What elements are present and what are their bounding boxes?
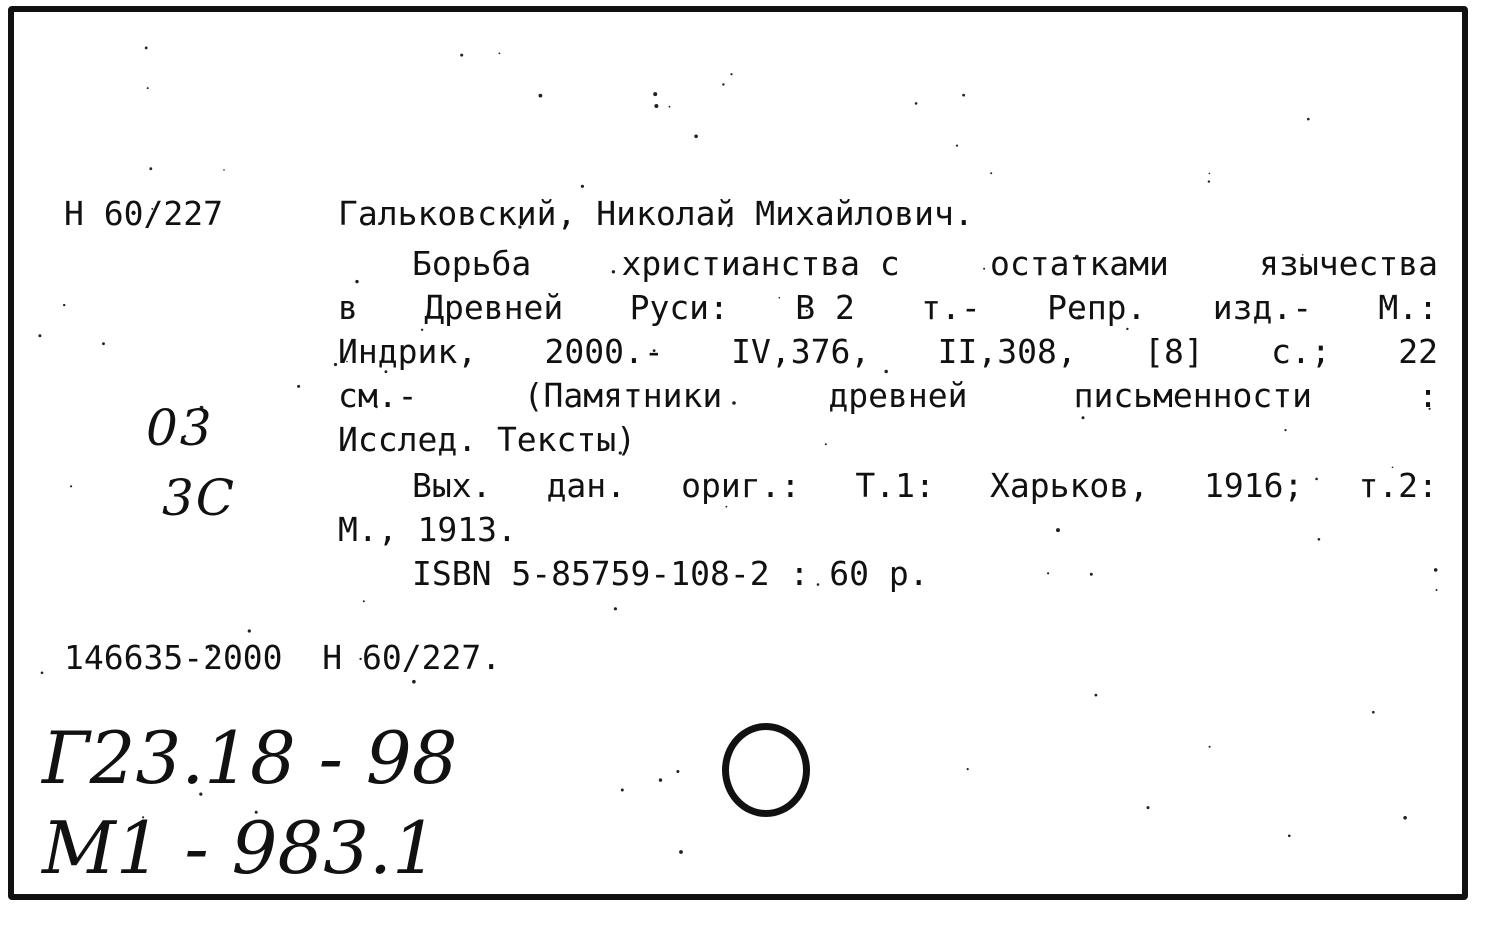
scan-speck	[147, 87, 149, 89]
scan-speck	[1288, 835, 1291, 838]
scan-speck	[694, 135, 698, 139]
scan-speck	[1047, 572, 1049, 574]
scan-speck	[145, 47, 148, 50]
scan-speck	[334, 363, 337, 366]
scan-speck	[1056, 528, 1060, 532]
scan-speck	[1209, 746, 1211, 748]
title-line-1	[412, 242, 1438, 286]
scan-speck	[1436, 589, 1438, 591]
title-line-2-word: т.-	[921, 288, 981, 327]
scan-speck	[676, 770, 679, 773]
title-line-3-word: 2000.-	[544, 332, 664, 371]
original-imprint-line-1	[412, 464, 1438, 508]
title-line-4-word: :	[1418, 376, 1438, 415]
title-line-4	[338, 374, 1438, 418]
scan-speck	[355, 280, 358, 283]
scan-speck	[363, 600, 365, 602]
title-line-3	[338, 330, 1438, 374]
scan-speck	[730, 73, 732, 75]
title-line-3-word: с.;	[1271, 332, 1331, 371]
handwritten-classification-2: М1 - 983.1	[42, 806, 438, 890]
title-line-2-word: Руси:	[629, 288, 729, 327]
scan-speck	[41, 672, 44, 675]
author-heading: Гальковский, Николай Михайлович.	[338, 194, 974, 233]
original-imprint-line-1-word: ориг.:	[681, 466, 801, 505]
scan-speck	[412, 680, 416, 684]
scan-speck	[614, 607, 617, 610]
scan-speck	[1147, 806, 1150, 809]
scan-speck	[581, 185, 584, 188]
title-line-4-word: (Памятники	[523, 376, 723, 415]
original-imprint-line-1-word: Вых.	[412, 466, 492, 505]
scan-speck	[1209, 173, 1211, 175]
scan-speck	[825, 443, 827, 445]
title-line-2-word: В 2	[795, 288, 855, 327]
title-line-3-word: II,308,	[937, 332, 1077, 371]
scan-speck	[38, 334, 41, 337]
title-line-4-word: письменности	[1073, 376, 1312, 415]
inventory-number-line: 146635-2000 Н 60/227.	[64, 638, 502, 677]
handwritten-classification-1: Г23.18 - 98	[42, 716, 458, 800]
scan-speck	[659, 778, 662, 781]
title-line-2-word: Репр.	[1047, 288, 1147, 327]
title-line-2-word: в	[338, 288, 358, 327]
scan-speck	[1318, 538, 1321, 541]
title-line-3-word: 22	[1398, 332, 1438, 371]
title-line-5: Исслед. Тексты)	[338, 420, 637, 459]
scan-speck	[1372, 711, 1375, 714]
scan-speck	[962, 94, 965, 97]
scan-speck	[297, 385, 300, 388]
scan-speck	[956, 145, 958, 147]
title-line-2	[338, 286, 1438, 330]
call-number-top: Н 60/227	[64, 194, 223, 233]
handwritten-mark-3c: 3С	[162, 469, 237, 527]
original-imprint-line-1-word: Харьков,	[989, 466, 1149, 505]
handwritten-mark-03: 03	[146, 399, 214, 457]
title-line-1-word: Борьба	[412, 244, 532, 283]
original-imprint-line-1-word: дан.	[546, 466, 627, 505]
scan-speck	[149, 167, 152, 170]
scan-speck	[653, 92, 657, 96]
original-imprint-line-1-word: т.2:	[1358, 466, 1438, 505]
scan-speck	[63, 304, 65, 306]
scan-speck	[1208, 180, 1210, 182]
title-line-4-word: см.-	[338, 376, 418, 415]
title-line-3-word: [8]	[1144, 332, 1204, 371]
title-line-3-word: Индрик,	[338, 332, 478, 371]
scan-speck	[1403, 816, 1407, 820]
original-imprint-line-2: М., 1913.	[338, 510, 517, 549]
original-imprint-line-1-word: Т.1:	[855, 466, 935, 505]
scan-speck	[1307, 118, 1310, 121]
scan-speck	[248, 629, 251, 632]
scan-speck	[1090, 573, 1093, 576]
title-line-2-word: М.:	[1378, 288, 1438, 327]
isbn-price-line: ISBN 5-85759-108-2 : 60 р.	[412, 554, 929, 593]
scan-speck	[722, 83, 724, 85]
scan-speck	[499, 53, 501, 55]
scan-speck	[1284, 429, 1286, 431]
scan-speck	[679, 850, 683, 854]
scan-speck	[915, 102, 918, 105]
scan-speck	[223, 169, 225, 171]
title-line-1-word: язычества	[1259, 244, 1438, 283]
punch-hole-circle	[722, 723, 810, 817]
title-line-1-word: христианства с	[621, 244, 900, 283]
scan-speck	[539, 94, 543, 98]
scan-speck	[1095, 694, 1098, 697]
scan-speck	[669, 106, 671, 108]
scan-speck	[460, 54, 463, 57]
title-line-2-word: изд.-	[1212, 288, 1313, 327]
scan-speck	[990, 172, 992, 174]
scan-speck	[1434, 568, 1438, 572]
title-line-2-word: Древней	[424, 288, 564, 327]
scan-speck	[102, 342, 105, 345]
title-line-1-word: остатками	[990, 244, 1169, 283]
scan-speck	[621, 789, 624, 792]
scan-speck	[70, 485, 72, 487]
scan-speck	[967, 768, 969, 770]
title-line-3-word: IV,376,	[731, 332, 871, 371]
title-line-4-word: древней	[828, 376, 968, 415]
original-imprint-line-1-word: 1916;	[1204, 466, 1304, 505]
scan-speck	[654, 104, 658, 108]
